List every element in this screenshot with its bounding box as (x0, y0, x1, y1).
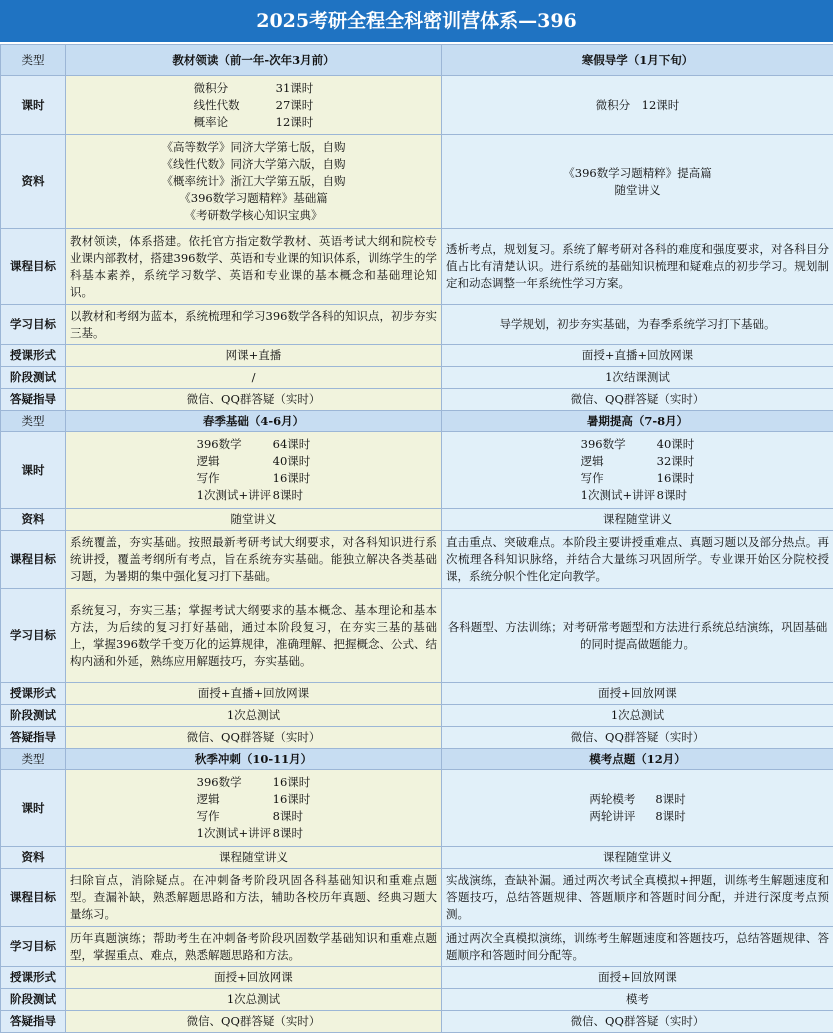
hours-subject: 写作 (197, 808, 273, 825)
hours-value: 8课时 (273, 808, 303, 825)
study-goal-label: 学习目标 (1, 589, 66, 683)
s1-course-goal: 教材领读，体系搭建。依托官方指定数学教材、英语考试大纲和院校专业课内部教材，搭建396数学、英语和专业课的知识体系，训练学生的学科基本素养，系统学习数学、英语和专业课的基本概念和基础理论知识。 (66, 229, 442, 305)
s2-course-goal: 透析考点，规划复习。系统了解考研对各科的难度和强度要求，对各科目分值占比有清楚认识。进行系统的基础知识梳理和疑难点的初步学习。规划制定和动态调整一年系统性学习方案。 (442, 229, 833, 305)
qa-label: 答疑指导 (1, 1011, 66, 1033)
s5-test: 1次总测试 (66, 989, 442, 1011)
hours-line (581, 453, 695, 470)
s6-study-goal: 通过两次全真模拟演练，训练考生解题速度和答题技巧，总结答题规律、答题顺序和答题时间分配等。 (442, 927, 833, 967)
qa-row (1, 389, 833, 411)
s1-format: 网课+直播 (66, 345, 442, 367)
format-row (1, 683, 833, 705)
hours-subject: 写作 (197, 470, 273, 487)
hours-value: 64课时 (273, 436, 311, 453)
s6-hours-list (589, 791, 685, 825)
materials-row (1, 847, 833, 869)
hours-subject: 概率论 (194, 114, 276, 131)
hours-value: 8课时 (655, 808, 685, 825)
hours-row (1, 76, 833, 135)
qa-row (1, 1011, 833, 1033)
hours-row (1, 770, 833, 847)
hours-line (589, 791, 685, 808)
hours-subject: 逻辑 (197, 453, 273, 470)
course-goal-label: 课程目标 (1, 869, 66, 927)
hours-line (194, 114, 314, 131)
s1-materials-cell (66, 135, 442, 229)
materials-label: 资料 (1, 135, 66, 229)
s2-study-goal: 导学规划，初步夯实基础，为春季系统学习打下基础。 (442, 305, 833, 345)
s4-qa: 微信、QQ群答疑（实时） (442, 727, 833, 749)
hours-subject: 1次测试+讲评 (197, 487, 273, 504)
hours-row (1, 432, 833, 509)
material-item: 随堂讲义 (446, 182, 829, 199)
study-goal-row (1, 589, 833, 683)
s2-qa: 微信、QQ群答疑（实时） (442, 389, 833, 411)
s4-materials: 课程随堂讲义 (442, 509, 833, 531)
hours-subject: 396数学 (197, 774, 273, 791)
hours-value: 16课时 (657, 470, 695, 487)
type-label: 类型 (1, 749, 66, 770)
hours-label: 课时 (1, 770, 66, 847)
stage-header-row (1, 411, 833, 432)
hours-value: 40课时 (273, 453, 311, 470)
stage-name-mock: 模考点题（12月） (442, 749, 833, 770)
stage-header-row (1, 749, 833, 770)
s3-hours-list (197, 436, 311, 504)
hours-value: 16课时 (273, 774, 311, 791)
test-label: 阶段测试 (1, 705, 66, 727)
stage-name-winter-guide: 寒假导学（1月下旬） (442, 45, 833, 76)
hours-subject: 1次测试+讲评 (581, 487, 657, 504)
s3-format: 面授+直播+回放网课 (66, 683, 442, 705)
hours-line (197, 453, 311, 470)
s4-test: 1次总测试 (442, 705, 833, 727)
hours-line (194, 80, 314, 97)
stage-name-summer: 暑期提高（7-8月） (442, 411, 833, 432)
hours-subject: 1次测试+讲评 (197, 825, 273, 842)
s5-format: 面授+回放网课 (66, 967, 442, 989)
qa-label: 答疑指导 (1, 727, 66, 749)
materials-label: 资料 (1, 847, 66, 869)
s1-hours-cell (66, 76, 442, 135)
s2-materials-cell (442, 135, 833, 229)
hours-line (589, 808, 685, 825)
test-row (1, 705, 833, 727)
hours-value: 8课时 (273, 487, 303, 504)
hours-line (581, 487, 695, 504)
hours-line (197, 774, 311, 791)
hours-subject: 微积分 (194, 80, 276, 97)
s3-test: 1次总测试 (66, 705, 442, 727)
course-goal-label: 课程目标 (1, 229, 66, 305)
hours-subject: 写作 (581, 470, 657, 487)
materials-row (1, 509, 833, 531)
hours-line (197, 487, 311, 504)
hours-value: 40课时 (657, 436, 695, 453)
course-goal-row (1, 229, 833, 305)
material-item: 《高等数学》同济大学第七版，自购 (70, 139, 437, 156)
qa-row (1, 727, 833, 749)
s3-hours-cell (66, 432, 442, 509)
hours-subject: 逻辑 (197, 791, 273, 808)
hours-value: 8课时 (655, 791, 685, 808)
type-label: 类型 (1, 411, 66, 432)
hours-value: 16课时 (273, 470, 311, 487)
s5-qa: 微信、QQ群答疑（实时） (66, 1011, 442, 1033)
s4-hours-list (581, 436, 695, 504)
s6-qa: 微信、QQ群答疑（实时） (442, 1011, 833, 1033)
s6-format: 面授+回放网课 (442, 967, 833, 989)
course-goal-row (1, 531, 833, 589)
s6-hours-cell (442, 770, 833, 847)
study-goal-label: 学习目标 (1, 305, 66, 345)
test-row (1, 989, 833, 1011)
hours-line (197, 436, 311, 453)
format-label: 授课形式 (1, 967, 66, 989)
hours-subject: 逻辑 (581, 453, 657, 470)
qa-label: 答疑指导 (1, 389, 66, 411)
s1-hours-list (194, 80, 314, 131)
s3-qa: 微信、QQ群答疑（实时） (66, 727, 442, 749)
study-goal-label: 学习目标 (1, 927, 66, 967)
hours-line (581, 436, 695, 453)
curriculum-table (0, 44, 833, 1033)
hours-line (197, 791, 311, 808)
page-title: 2025考研全程全科密训营体系—396 (0, 0, 833, 44)
s4-study-goal: 各科题型、方法训练；对考研常考题型和方法进行系统总结演练，巩固基础的同时提高做题能力。 (442, 589, 833, 683)
hours-value: 8课时 (273, 825, 303, 842)
study-goal-row (1, 305, 833, 345)
s4-hours-cell (442, 432, 833, 509)
format-label: 授课形式 (1, 345, 66, 367)
hours-label: 课时 (1, 432, 66, 509)
hours-line (581, 470, 695, 487)
test-label: 阶段测试 (1, 989, 66, 1011)
s3-materials: 随堂讲义 (66, 509, 442, 531)
study-goal-row (1, 927, 833, 967)
s5-hours-list (197, 774, 311, 842)
stage-name-autumn: 秋季冲刺（10-11月） (66, 749, 442, 770)
hours-subject: 396数学 (197, 436, 273, 453)
stage-name-spring: 春季基础（4-6月） (66, 411, 442, 432)
s3-course-goal: 系统覆盖，夯实基础。按照最新考研考试大纲要求，对各科知识进行系统讲授，覆盖考纲所有考点，旨在系统夯实基础。能独立解决各类基础习题，为暑期的集中强化复习打下基础。 (66, 531, 442, 589)
hours-subject: 两轮模考 (589, 791, 655, 808)
hours-value: 8课时 (657, 487, 687, 504)
s4-format: 面授+回放网课 (442, 683, 833, 705)
hours-line (197, 825, 311, 842)
s6-course-goal: 实战演练，查缺补漏。通过两次考试全真模拟+押题，训练考生解题速度和答题技巧，总结答题规律、答题顺序和答题时间分配，并进行深度考点预测。 (442, 869, 833, 927)
hours-value: 31课时 (276, 80, 314, 97)
s1-test: / (66, 367, 442, 389)
hours-value: 27课时 (276, 97, 314, 114)
hours-line (197, 470, 311, 487)
hours-value: 16课时 (273, 791, 311, 808)
material-item: 《396数学习题精粹》提高篇 (446, 165, 829, 182)
material-item: 《线性代数》同济大学第六版，自购 (70, 156, 437, 173)
s5-hours-cell (66, 770, 442, 847)
s2-hours-cell: 微积分 12课时 (442, 76, 833, 135)
s1-study-goal: 以教材和考纲为蓝本，系统梳理和学习396数学各科的知识点，初步夯实三基。 (66, 305, 442, 345)
s3-study-goal: 系统复习，夯实三基；掌握考试大纲要求的基本概念、基本理论和基本方法，为后续的复习打好基础，通过本阶段复习，在夯实三基的基础上，掌握396数学千变万化的运算规律，准确理解、把握概念、公式、结构内涵和外延，熟练应用解题技巧，夯实基础。 (66, 589, 442, 683)
hours-subject: 396数学 (581, 436, 657, 453)
materials-label: 资料 (1, 509, 66, 531)
material-item: 《考研数学核心知识宝典》 (70, 207, 437, 224)
course-goal-label: 课程目标 (1, 531, 66, 589)
s5-materials: 课程随堂讲义 (66, 847, 442, 869)
hours-value: 32课时 (657, 453, 695, 470)
materials-row (1, 135, 833, 229)
material-item: 《概率统计》浙江大学第五版，自购 (70, 173, 437, 190)
stage-header-row (1, 45, 833, 76)
hours-label: 课时 (1, 76, 66, 135)
hours-line (197, 808, 311, 825)
course-goal-row (1, 869, 833, 927)
s6-test: 模考 (442, 989, 833, 1011)
hours-line (194, 97, 314, 114)
s1-qa: 微信、QQ群答疑（实时） (66, 389, 442, 411)
s5-study-goal: 历年真题演练；帮助考生在冲刺备考阶段巩固数学基础知识和重难点题型，掌握重点、难点，熟悉解题思路和方法。 (66, 927, 442, 967)
format-row (1, 967, 833, 989)
hours-subject: 两轮讲评 (589, 808, 655, 825)
s2-format: 面授+直播+回放网课 (442, 345, 833, 367)
hours-subject: 线性代数 (194, 97, 276, 114)
hours-value: 12课时 (276, 114, 314, 131)
format-row (1, 345, 833, 367)
stage-name-winter-reading: 教材领读（前一年-次年3月前） (66, 45, 442, 76)
s4-course-goal: 直击重点、突破难点。本阶段主要讲授重难点、真题习题以及部分热点。再次梳理各科知识脉络，并结合大量练习巩固所学。专业课开始区分院校授课，系统分帜个性化定向教学。 (442, 531, 833, 589)
test-label: 阶段测试 (1, 367, 66, 389)
test-row (1, 367, 833, 389)
type-label: 类型 (1, 45, 66, 76)
s5-course-goal: 扫除盲点，消除疑点。在冲刺备考阶段巩固各科基础知识和重难点题型。查漏补缺，熟悉解题思路和方法，辅助各校历年真题、经典习题大量练习。 (66, 869, 442, 927)
s6-materials: 课程随堂讲义 (442, 847, 833, 869)
format-label: 授课形式 (1, 683, 66, 705)
s2-test: 1次结课测试 (442, 367, 833, 389)
material-item: 《396数学习题精粹》基础篇 (70, 190, 437, 207)
